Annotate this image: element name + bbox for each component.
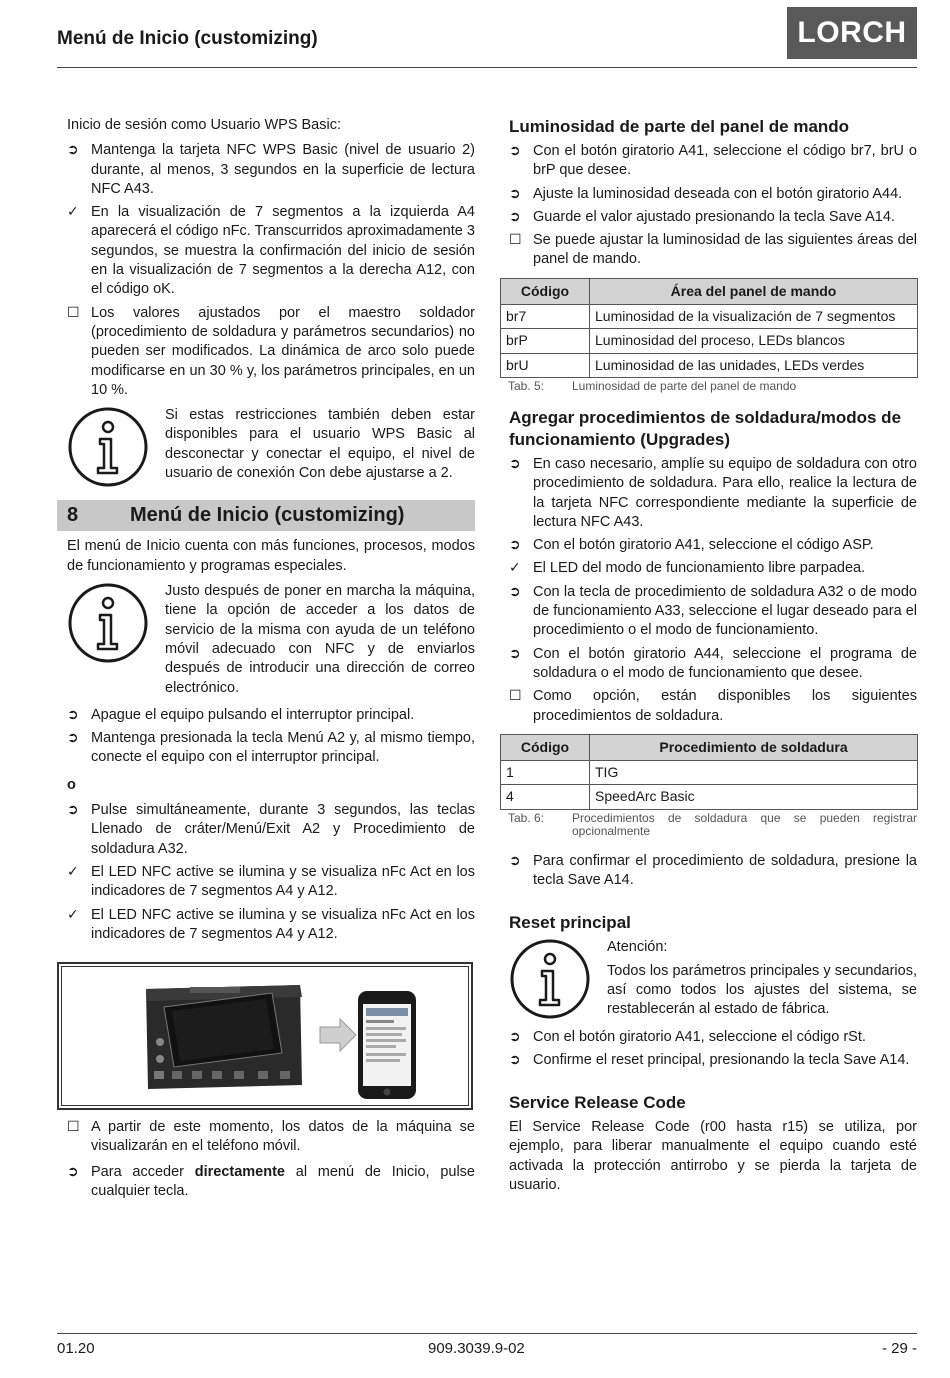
arrow-bullet-icon: ➲	[67, 1163, 79, 1180]
list-item-text: Apague el equipo pulsando el interruptor principal.	[91, 706, 415, 723]
arrow-bullet-icon: ➲	[509, 537, 521, 554]
arrow-bullet-icon: ➲	[509, 852, 521, 869]
list-item-text: Con el botón giratorio A41, seleccione el código rSt.	[533, 1028, 866, 1045]
login-intro: Inicio de sesión como Usuario WPS Basic:	[67, 117, 341, 133]
lorch-logo: LORCH	[787, 7, 917, 59]
list-item	[67, 706, 475, 725]
list-item	[509, 852, 917, 891]
list-item	[509, 142, 917, 181]
checkbox-bullet-icon: ☐	[67, 304, 80, 321]
result-list	[67, 1118, 475, 1157]
list-item	[509, 455, 917, 532]
table-row: brU Luminosidad de las unidades, LEDs verdes	[501, 353, 918, 377]
table-header: Área del panel de mando	[590, 278, 918, 304]
login-steps	[67, 141, 475, 400]
info-icon	[67, 406, 149, 488]
info-note-text: Si estas restricciones también deben estar disponibles para el usuario WPS Basic al desconectar y conectar el equipo, el nivel de usuario de conexión Con debe ajustarse a 2.	[165, 407, 475, 482]
nfc-phone-figure	[57, 962, 473, 1110]
list-item-text: Pulse simultáneamente, durante 3 segundos, las teclas Llenado de cráter/Menú/Exit A2 y Procedimiento de soldadura A32.	[91, 802, 475, 857]
start-menu-alt-steps	[67, 801, 475, 944]
list-item	[67, 729, 475, 768]
arrow-bullet-icon: ➲	[509, 455, 521, 472]
list-item-text: Se puede ajustar la luminosidad de las siguientes áreas del panel de mando.	[533, 232, 917, 268]
direct-access-list	[67, 1163, 475, 1202]
footer-date: 01.20	[57, 1340, 95, 1357]
arrow-bullet-icon: ➲	[509, 645, 521, 662]
list-item-text: Mantenga la tarjeta NFC WPS Basic (nivel de usuario 2) durante, al menos, 3 segundos en la superficie de lectura NFC A43.	[91, 142, 475, 197]
list-item-text: El LED del modo de funcionamiento libre parpadea.	[533, 560, 866, 577]
check-icon: ✓	[67, 906, 79, 923]
footer-page-number: - 29 -	[881, 1340, 917, 1357]
list-item	[509, 208, 917, 227]
section-heading-8	[57, 500, 475, 531]
header-divider	[57, 67, 917, 68]
arrow-bullet-icon: ➲	[509, 1028, 521, 1045]
table-header: Código	[501, 278, 590, 304]
list-item	[67, 203, 475, 299]
section-intro: El menú de Inicio cuenta con más funciones, procesos, modos de funcionamiento y programas especiales.	[67, 538, 475, 574]
arrow-bullet-icon: ➲	[509, 1051, 521, 1068]
reset-heading: Reset principal	[509, 913, 631, 933]
attention-note-reset	[509, 938, 917, 1019]
left-column	[67, 116, 475, 1207]
info-icon	[509, 938, 591, 1020]
list-item	[67, 141, 475, 199]
list-item-text: Mantenga presionada la tecla Menú A2 y, al mismo tiempo, conecte el equipo con el interruptor principal.	[91, 730, 475, 766]
arrow-bullet-icon: ➲	[509, 583, 521, 600]
list-item	[67, 801, 475, 859]
list-item	[509, 583, 917, 641]
list-item-text: En la visualización de 7 segmentos a la izquierda A4 aparecerá el código nFc. Transcurridos aproximadamente 3 segundos, se muestra la confirmación del inicio de sesión en la visualización de 7 segmentos a la derecha A12, con el código oK.	[91, 204, 475, 298]
arrow-bullet-icon: ➲	[67, 730, 79, 747]
checkbox-bullet-icon: ☐	[67, 1119, 80, 1136]
table-row: 4 SpeedArc Basic	[501, 785, 918, 809]
checkbox-bullet-icon: ☐	[509, 232, 522, 249]
header-title: Menú de Inicio (customizing)	[57, 28, 318, 49]
arrow-bullet-icon: ➲	[509, 185, 521, 202]
table-row: 1 TIG	[501, 761, 918, 785]
list-item	[67, 304, 475, 400]
list-item-text: Con el botón giratorio A41, seleccione el código ASP.	[533, 537, 874, 554]
list-item	[509, 185, 917, 204]
brightness-steps	[509, 142, 917, 270]
checkbox-bullet-icon: ☐	[509, 688, 522, 705]
list-item-text: En caso necesario, amplíe su equipo de soldadura con otro procedimiento de soldadura. Para ello, realice la lectura de la tarjeta NFC correspondiente mediante la superficie de lectura NFC A43.	[533, 455, 917, 530]
table-row: br7 Luminosidad de la visualización de 7 segmentos	[501, 305, 918, 329]
list-item	[509, 231, 917, 270]
info-icon	[67, 582, 149, 664]
list-item-text: Con el botón giratorio A44, seleccione el programa de soldadura o el modo de funcionamiento que desee.	[533, 645, 917, 681]
list-item	[509, 559, 917, 578]
list-item-text: Como opción, están disponibles los siguientes procedimientos de soldadura.	[533, 688, 917, 724]
arrow-bullet-icon: ➲	[67, 142, 79, 159]
info-note-service-data	[67, 582, 475, 698]
service-release-text: El Service Release Code (r00 hasta r15) se utiliza, por ejemplo, para liberar manualmente el equipo cuando esté activada la protección antirrobo y se pierda la tarjeta de usuario.	[509, 1119, 917, 1193]
arrow-bullet-icon: ➲	[509, 143, 521, 159]
check-icon: ✓	[509, 560, 521, 577]
list-item-text: Con el botón giratorio A41, seleccione el código br7, brU o brP que desee.	[533, 143, 917, 179]
list-item-text: El LED NFC active se ilumina y se visualiza nFc Act en los indicadores de 7 segmentos A4 y A12.	[91, 906, 475, 942]
right-column	[506, 116, 917, 1201]
info-note-restrictions	[67, 406, 475, 486]
nfc-phone-illustration	[62, 967, 470, 1107]
table-caption: Tab. 5: Luminosidad de parte del panel de mando	[508, 378, 797, 393]
check-icon: ✓	[67, 204, 79, 221]
table-header: Procedimiento de soldadura	[590, 734, 918, 760]
list-item-text: Ajuste la luminosidad deseada con el botón giratorio A44.	[533, 185, 903, 202]
list-item: ➲ Para acceder directamente al menú de Inicio, pulse cualquier tecla.	[67, 1163, 475, 1199]
start-menu-steps	[67, 706, 475, 768]
arrow-bullet-icon: ➲	[509, 208, 521, 225]
section-number: 8	[67, 504, 79, 527]
list-item-text: El LED NFC active se ilumina y se visualiza nFc Act en los indicadores de 7 segmentos A4 y A12.	[91, 863, 475, 900]
list-item-text: Los valores ajustados por el maestro soldador (procedimiento de soldadura y parámetros secundarios) no pueden ser modificados. La dinámica de arco solo puede modificarse en un 30 % y, los parámetros principales, en un 10 %.	[91, 304, 475, 398]
arrow-bullet-icon: ➲	[67, 706, 79, 723]
list-item-text: Guarde el valor ajustado presionando la tecla Save A14.	[533, 208, 895, 225]
upgrades-steps	[509, 455, 917, 726]
list-item	[509, 1051, 917, 1070]
list-item-text: Con la tecla de procedimiento de soldadura A32 o de modo de funcionamiento A33, seleccione el lugar deseado para el procedimiento o el modo de funcionamiento.	[533, 583, 917, 639]
attention-text: Todos los parámetros principales y secundarios, así como todos los ajustes del sistema, se restablecerán al estado de fábrica.	[607, 962, 917, 1018]
welding-procedures-table	[500, 734, 918, 810]
check-icon: ✓	[67, 863, 79, 880]
list-item-text: A partir de este momento, los datos de la máquina se visualizarán en el teléfono móvil.	[91, 1119, 475, 1155]
confirm-steps	[509, 852, 917, 891]
brightness-heading: Luminosidad de parte del panel de mando	[509, 117, 850, 136]
list-item-text: Para confirmar el procedimiento de soldadura, presione la tecla Save A14.	[533, 852, 917, 889]
info-note-text: Justo después de poner en marcha la máquina, tiene la opción de acceder a los datos de servicio de la misma con ayuda de un teléfono móvil adecuado con NFC y de enviarlos después de introducir una dirección de correo electrónico.	[165, 583, 475, 696]
brightness-table	[500, 278, 918, 378]
table-row: brP Luminosidad del proceso, LEDs blancos	[501, 329, 918, 353]
list-item	[67, 863, 475, 902]
reset-steps	[509, 1028, 917, 1071]
service-release-heading: Service Release Code	[509, 1093, 686, 1113]
attention-label: Atención:	[607, 939, 668, 956]
list-item	[509, 687, 917, 726]
footer-divider	[57, 1333, 917, 1334]
list-item	[509, 645, 917, 684]
arrow-bullet-icon: ➲	[67, 802, 79, 819]
list-item	[67, 906, 475, 945]
list-item	[67, 1118, 475, 1157]
upgrades-heading: Agregar procedimientos de soldadura/modos de funcionamiento (Upgrades)	[509, 407, 902, 449]
list-item	[509, 1028, 917, 1047]
or-separator: o	[67, 776, 76, 793]
list-item	[509, 536, 917, 555]
section-title: Menú de Inicio (customizing)	[130, 504, 405, 527]
list-item-text: Confirme el reset principal, presionando la tecla Save A14.	[533, 1051, 910, 1068]
table-header: Código	[501, 734, 590, 760]
table-caption: Tab. 6: Procedimientos de soldadura que se pueden registrar opcionalmente	[508, 810, 917, 838]
footer-doc-number: 909.3039.9-02	[428, 1340, 525, 1357]
